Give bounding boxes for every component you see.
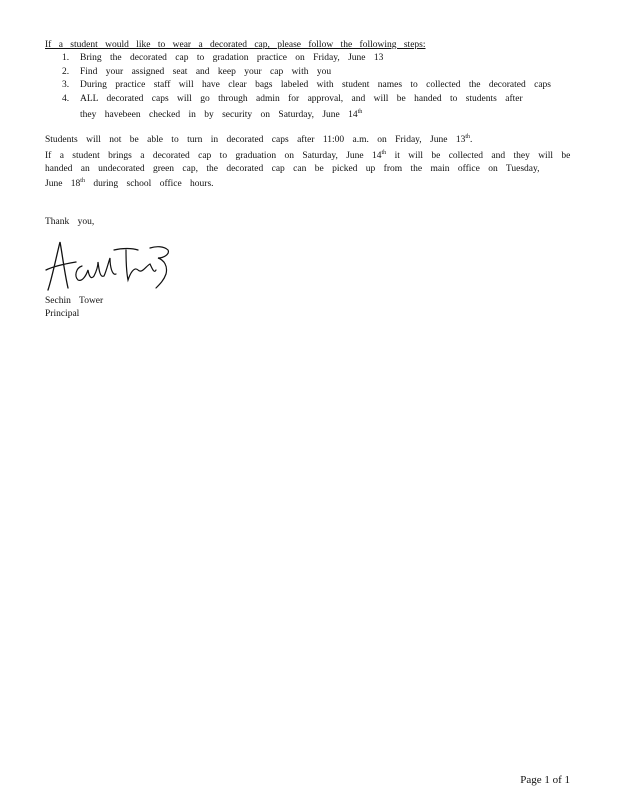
- ordinal-suffix: th: [381, 150, 387, 156]
- step-number: 4.: [62, 93, 70, 104]
- step-text: ALL decorated caps will go through admin for approval, and will be handed to students after: [80, 93, 523, 104]
- students-deadline-line: [45, 136, 472, 146]
- step-number: 3.: [62, 80, 70, 90]
- step-continuation-text: they havebeen checked in by security on Saturday, June 14: [80, 110, 358, 120]
- page-number: Page 1 of 1: [520, 774, 570, 786]
- list-item: [62, 81, 572, 95]
- collection-date: June 18: [45, 179, 81, 189]
- collection-line-3: [45, 180, 214, 190]
- ordinal-suffix: th: [80, 178, 85, 184]
- collection-line-1: [45, 152, 570, 162]
- sentence-period: .: [470, 135, 473, 145]
- collection-hours: during school office hours.: [93, 179, 214, 189]
- step-text: Bring the decorated cap to gradation practice on Friday, June 13: [80, 53, 384, 63]
- signer-name: Sechin Tower: [45, 296, 104, 306]
- signature-image: [42, 236, 176, 294]
- closing-line: Thank you,: [45, 217, 95, 227]
- ordinal-suffix: th: [357, 109, 363, 115]
- step-number: 2.: [62, 66, 70, 77]
- steps-list: [62, 54, 572, 125]
- list-item-continuation: [62, 108, 572, 125]
- students-deadline-text: Students will not be able to turn in decorated caps after 11:00 a.m. on Friday, June 13: [45, 135, 466, 145]
- collection-text-a: If a student brings a decorated cap to graduation on Saturday, June 14: [45, 151, 382, 161]
- list-item: [62, 68, 572, 82]
- ordinal-suffix: th: [465, 134, 471, 140]
- list-item: [62, 54, 572, 68]
- step-number: 1.: [62, 53, 70, 63]
- list-item: [62, 95, 572, 109]
- signer-title: Principal: [45, 309, 80, 319]
- collection-text-b: it will be collected and they will be: [394, 151, 571, 161]
- intro-line: If a student would like to wear a decorated cap, please follow the following steps:: [45, 40, 426, 50]
- collection-line-2: handed an undecorated green cap, the decorated cap can be picked up from the main office on Tuesday,: [45, 164, 540, 174]
- step-text: During practice staff will have clear bags labeled with student names to collected the decorated caps: [80, 80, 551, 90]
- step-text: Find your assigned seat and keep your cap with you: [80, 66, 332, 77]
